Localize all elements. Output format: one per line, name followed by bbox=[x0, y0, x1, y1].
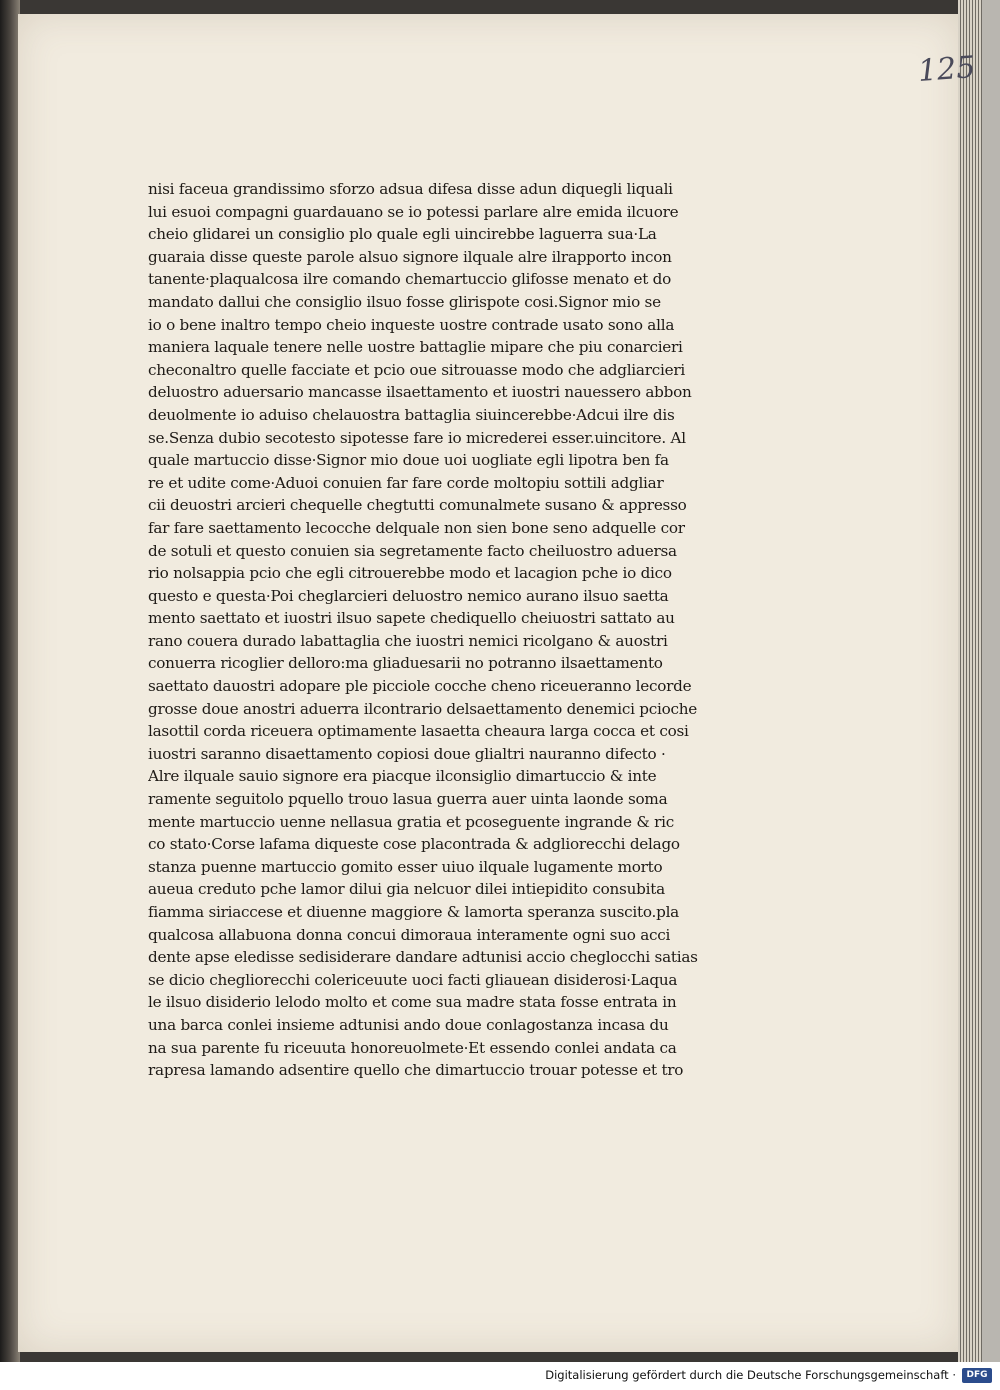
text-line: mento saettato et iuostri ilsuo sapete chediquello cheiuostri sattato au bbox=[148, 609, 675, 628]
text-line: io o bene inaltro tempo cheio inqueste uostre contrade usato sono alla bbox=[148, 315, 675, 334]
text-line: maniera laquale tenere nelle uostre battaglie mipare che piu conarcieri bbox=[148, 338, 683, 357]
text-line: qualcosa allabuona donna concui dimoraua interamente ogni suo acci bbox=[148, 925, 671, 944]
text-line: Alre ilquale sauio signore era piacque ilconsiglio dimartuccio & inte bbox=[148, 767, 657, 786]
text-line: cii deuostri arcieri chequelle chegtutti comunalmete susano & appresso bbox=[148, 496, 687, 515]
dfg-logo: DFG bbox=[962, 1368, 992, 1383]
text-line: deluostro aduersario mancasse ilsaettamento et iuostri nauessero abbon bbox=[148, 383, 692, 402]
text-line: iuostri saranno disaettamento copiosi doue glialtri nauranno difecto · bbox=[148, 744, 666, 763]
text-line: conuerra ricoglier delloro:ma gliaduesarii no potranno ilsaettamento bbox=[148, 654, 663, 673]
book-spine-shadow bbox=[0, 0, 20, 1362]
text-line: checonaltro quelle facciate et pcio oue sitrouasse modo che adgliarcieri bbox=[148, 360, 685, 379]
text-line: lasottil corda riceuera optimamente lasaetta cheaura larga cocca et cosi bbox=[148, 722, 689, 741]
text-line: se.Senza dubio secotesto sipotesse fare io micrederei esser.uincitore. Al bbox=[148, 428, 686, 447]
scan-margin bbox=[982, 0, 1000, 1362]
text-line: questo e questa·Poi cheglarcieri deluostro nemico aurano ilsuo saetta bbox=[148, 586, 669, 605]
text-line: saettato dauostri adopare ple picciole cocche cheno riceueranno lecorde bbox=[148, 677, 692, 696]
text-line: na sua parente fu riceuuta honoreuolmete·Et essendo conlei andata ca bbox=[148, 1038, 677, 1057]
text-line: grosse doue anostri aduerra ilcontrario delsaettamento denemici pcioche bbox=[148, 699, 698, 718]
text-line: re et udite come·Aduoi conuien far fare corde moltopiu sottili adgliar bbox=[148, 473, 664, 492]
text-line: quale martuccio disse·Signor mio doue uoi uogliate egli lipotra ben fa bbox=[148, 451, 669, 470]
text-line: se dicio chegliorecchi colericeuute uoci facti gliauean disiderosi·Laqua bbox=[148, 970, 678, 989]
text-line: cheio glidarei un consiglio plo quale egli uincirebbe laguerra sua·La bbox=[148, 225, 657, 244]
text-line: tanente·plaqualcosa ilre comando chemartuccio glifosse menato et do bbox=[148, 270, 672, 289]
text-line: de sotuli et questo conuien sia segretamente facto cheiluostro aduersa bbox=[148, 541, 677, 560]
text-line: stanza puenne martuccio gomito esser uiuo ilquale lugamente morto bbox=[148, 857, 663, 876]
text-line: far fare saettamento lecocche delquale non sien bone seno adquelle cor bbox=[148, 518, 685, 537]
text-line: rio nolsappia pcio che egli citrouerebbe modo et lacagion pche io dico bbox=[148, 564, 672, 583]
printed-text-block bbox=[148, 178, 780, 1082]
text-line: dente apse eledisse sedisiderare dandare adtunisi accio cheglocchi satias bbox=[148, 948, 698, 967]
text-line: rapresa lamando adsentire quello che dimartuccio trouar potesse et tro bbox=[148, 1061, 684, 1080]
text-line: le ilsuo disiderio lelodo molto et come sua madre stata fosse entrata in bbox=[148, 993, 677, 1012]
folio-number: 125 bbox=[916, 50, 977, 89]
text-line: co stato·Corse lafama diqueste cose placontrada & adgliorecchi delago bbox=[148, 835, 680, 854]
page-edges bbox=[958, 0, 982, 1362]
text-line: lui esuoi compagni guardauano se io potessi parlare alre emida ilcuore bbox=[148, 202, 679, 221]
text-line: aueua creduto pche lamor dilui gia nelcuor dilei intiepidito consubita bbox=[148, 880, 665, 899]
footer-bar bbox=[0, 1362, 1000, 1390]
text-line: fiamma siriaccese et diuenne maggiore & lamorta speranza suscito.pla bbox=[148, 903, 679, 921]
text-line: deuolmente io aduiso chelauostra battaglia siuincerebbe·Adcui ilre dis bbox=[148, 405, 675, 424]
text-line: rano couera durado labattaglia che iuostri nemici ricolgano & auostri bbox=[148, 631, 668, 650]
text-line: una barca conlei insieme adtunisi ando doue conlagostanza incasa du bbox=[148, 1015, 669, 1034]
text-line: guaraia disse queste parole alsuo signore ilquale alre ilrapporto incon bbox=[148, 247, 672, 266]
text-line: mandato dallui che consiglio ilsuo fosse glirispote cosi.Signor mio se bbox=[148, 292, 661, 311]
text-line: ramente seguitolo pquello trouo lasua guerra auer uinta laonde soma bbox=[148, 790, 668, 809]
text-line: mente martuccio uenne nellasua gratia et pcoseguente ingrande & ric bbox=[148, 812, 675, 831]
footer-credit: Digitalisierung gefördert durch die Deutsche Forschungsgemeinschaft · bbox=[545, 1368, 956, 1382]
text-line: nisi faceua grandissimo sforzo adsua difesa disse adun diquegli liquali bbox=[148, 180, 673, 198]
